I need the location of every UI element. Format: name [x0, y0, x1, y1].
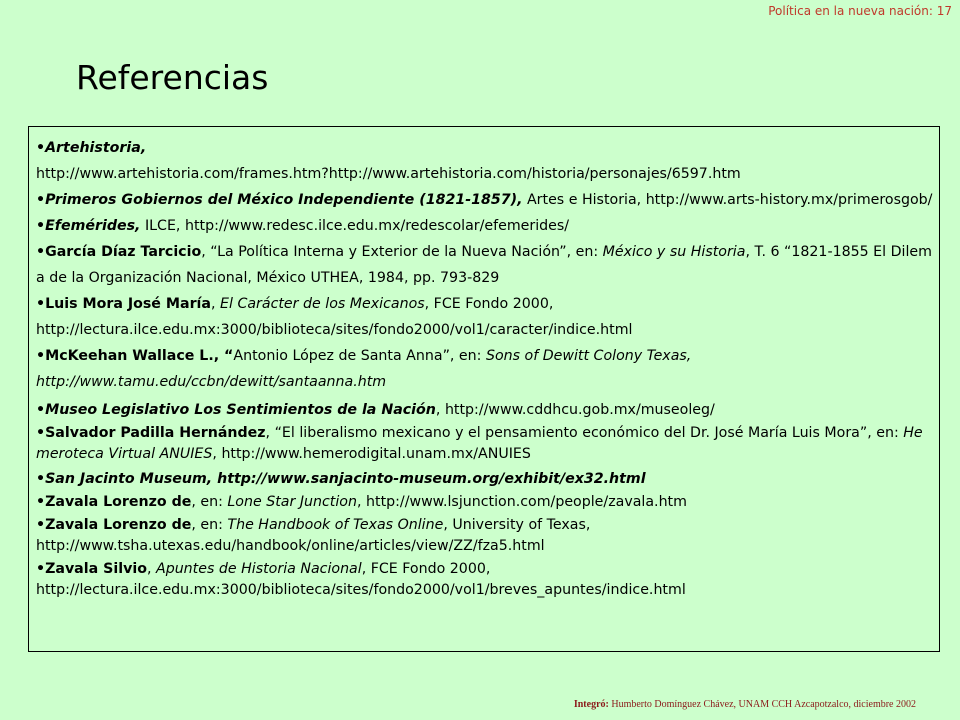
reference-url-link[interactable]: http://www.redesc.ilce.edu.mx/redescolar/efemerides/: [184, 218, 570, 234]
bullet: •: [36, 425, 46, 441]
reference-item-zavala-silvio: [36, 559, 933, 601]
reference-text: ,: [211, 296, 221, 312]
reference-item-zavala-lone-star: [36, 492, 933, 513]
reference-text: Antonio López de Santa Anna”, en:: [233, 348, 486, 364]
reference-url-link[interactable]: http://lectura.ilce.edu.mx:3000/biblioteca/sites/fondo2000/vol1/breves_apuntes/indice.html: [36, 582, 686, 598]
reference-item-luis-mora: [36, 291, 933, 343]
reference-author: Zavala Lorenzo de: [45, 494, 192, 510]
bullet: •: [36, 471, 46, 487]
reference-author: Luis Mora José María: [45, 296, 211, 312]
footer-label: Integró:: [573, 699, 609, 710]
reference-text-2: , FCE Fondo 2000,: [361, 561, 491, 577]
reference-text: , “La Política Interna y Exterior de la Nueva Nación”, en:: [201, 244, 603, 260]
bullet: •: [36, 494, 46, 510]
reference-item-san-jacinto: [36, 469, 933, 490]
bullet: •: [36, 244, 46, 260]
reference-url-link[interactable]: http://www.artehistoria.com/frames.htm?http://www.artehistoria.com/historia/personajes/6597.htm: [36, 166, 741, 182]
footer-text: Humberto Domínguez Chávez, UNAM CCH Azcapotzalco, diciembre 2002: [608, 699, 916, 710]
bullet: •: [36, 218, 46, 234]
reference-author: García Díaz Tarcicio: [45, 244, 202, 260]
references-list: [36, 135, 933, 601]
reference-item-efemerides: [36, 213, 933, 239]
reference-text: ,: [146, 561, 156, 577]
reference-item-mckeehan: [36, 343, 933, 395]
reference-url-link[interactable]: http://www.hemerodigital.unam.mx/ANUIES: [221, 446, 531, 462]
reference-author: Salvador Padilla Hernández: [45, 425, 266, 441]
reference-work: Apuntes de Historia Nacional: [155, 561, 362, 577]
reference-work: Hemeroteca Virtual ANUIES: [36, 425, 923, 462]
reference-url-link[interactable]: http://www.arts-history.mx/primerosgob/: [645, 192, 933, 208]
bullet: •: [36, 517, 46, 533]
reference-text-2: ,: [356, 494, 367, 510]
slide-title: Referencias: [76, 58, 269, 97]
reference-url-link[interactable]: http://www.cddhcu.gob.mx/museoleg/: [444, 402, 715, 418]
reference-text-2: ,: [212, 446, 222, 462]
reference-text: , en:: [191, 494, 228, 510]
reference-work: The Handbook of Texas Online: [227, 517, 444, 533]
reference-work: Sons of Dewitt Colony Texas,: [485, 348, 692, 364]
bullet: •: [36, 561, 46, 577]
reference-url-link[interactable]: http://www.tamu.edu/ccbn/dewitt/santaanna.htm: [36, 374, 387, 390]
bullet: •: [36, 296, 46, 312]
slide-header-title: Política en la nueva nación: 17: [768, 4, 952, 18]
reference-text-2: , FCE Fondo 2000,: [424, 296, 554, 312]
bullet: •: [36, 348, 46, 364]
reference-author: Zavala Lorenzo de: [45, 517, 192, 533]
bullet: •: [36, 192, 46, 208]
reference-text: , en:: [191, 517, 228, 533]
reference-text: ILCE,: [140, 218, 185, 234]
reference-author: Museo Legislativo Los Sentimientos de la Nación: [45, 402, 436, 418]
reference-item-artehistoria: [36, 135, 933, 187]
reference-work: Lone Star Junction: [227, 494, 357, 510]
reference-work: México y su Historia: [602, 244, 746, 260]
reference-url-link[interactable]: http://www.tsha.utexas.edu/handbook/online/articles/view/ZZ/fza5.html: [36, 538, 545, 554]
reference-item-museo-legislativo: [36, 400, 933, 421]
reference-author: Primeros Gobiernos del México Independiente (1821-1857),: [45, 192, 523, 208]
reference-text-2: , T. 6 “1821-1855 El Dilema de la Organización Nacional, México UTHEA, 1984, pp. 793-829: [36, 244, 932, 286]
reference-item-zavala-handbook: [36, 515, 933, 557]
reference-url-link[interactable]: http://www.lsjunction.com/people/zavala.htm: [366, 494, 687, 510]
reference-item-primeros-gobiernos: [36, 187, 933, 213]
references-box: [28, 126, 940, 652]
reference-text: Artes e Historia,: [522, 192, 646, 208]
reference-author: McKeehan Wallace L., “: [45, 348, 234, 364]
bullet: •: [36, 402, 46, 418]
reference-text: ,: [435, 402, 445, 418]
reference-url-link[interactable]: http://lectura.ilce.edu.mx:3000/biblioteca/sites/fondo2000/vol1/caracter/indice.html: [36, 322, 633, 338]
reference-item-padilla: [36, 423, 933, 465]
reference-author[interactable]: San Jacinto Museum, http://www.sanjacinto-museum.org/exhibit/ex32.html: [45, 471, 646, 487]
reference-text: , “El liberalismo mexicano y el pensamiento económico del Dr. José María Luis Mora”, en:: [265, 425, 904, 441]
reference-author: Efemérides,: [45, 218, 141, 234]
footer-credit: [574, 699, 916, 710]
reference-item-garcia-diaz: [36, 239, 933, 291]
reference-author: Artehistoria,: [45, 140, 147, 156]
bullet: •: [36, 140, 46, 156]
reference-text-2: , University of Texas,: [443, 517, 591, 533]
reference-author: Zavala Silvio: [45, 561, 147, 577]
reference-work: El Carácter de los Mexicanos: [220, 296, 425, 312]
